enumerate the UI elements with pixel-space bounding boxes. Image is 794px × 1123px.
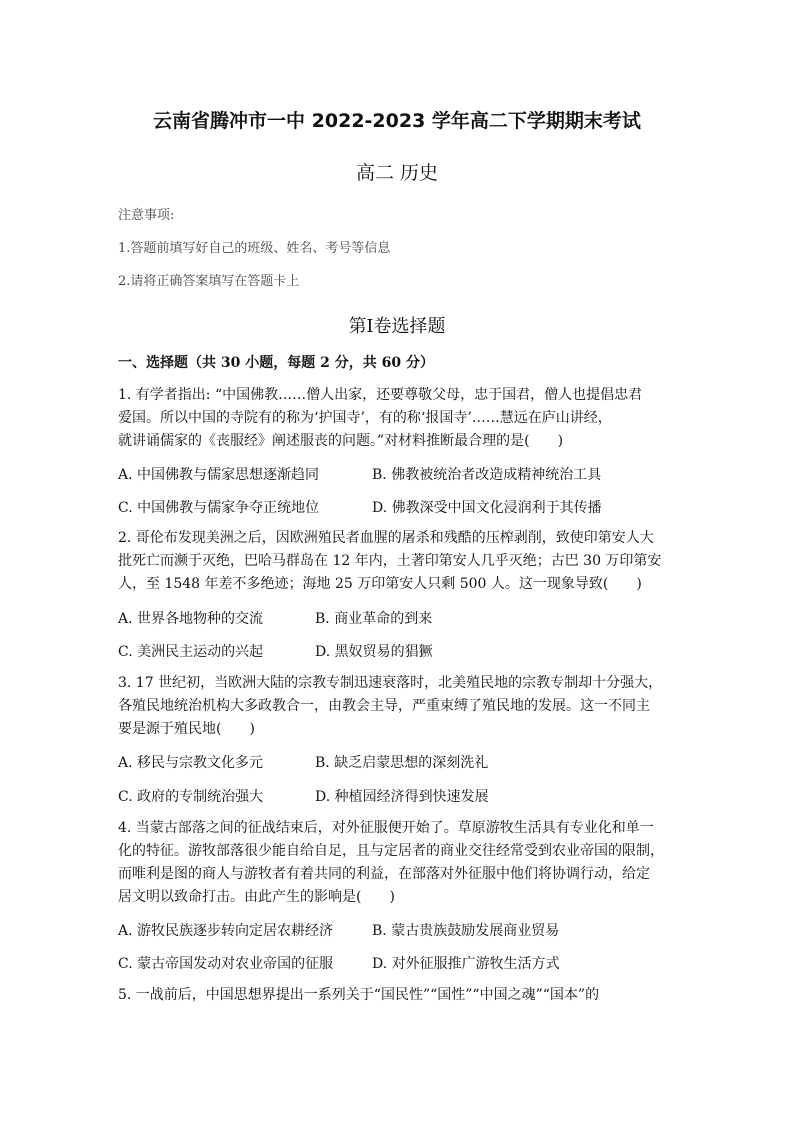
question-5 [118, 984, 678, 1007]
question-line: 人，至 1548 年差不多绝迹；海地 25 万印第安人只剩 500 人。这一现象导致( ) [118, 576, 642, 592]
option-d: D. 佛教深受中国文化浸润利于其传播 [372, 500, 602, 516]
option-d: D. 对外征服推广游牧生活方式 [372, 956, 560, 972]
question-line: 4. 当蒙古部落之间的征战结束后，对外征服便开始了。草原游牧生活具有专业化和单一 [118, 820, 654, 836]
question-line: 就讲诵儒家的《丧服经》阐述服丧的问题。”对材料推断最合理的是( ) [118, 433, 564, 449]
option-d: D. 种植园经济得到快速发展 [315, 789, 489, 805]
section-title: 第Ⅰ卷选择题 [348, 316, 446, 337]
question-line: 批死亡而濒于灭绝，巴哈马群岛在 12 年内，土著印第安人几乎灭绝；古巴 30 万印第安 [118, 553, 662, 569]
question-line: 要是源于殖民地( ) [118, 721, 255, 737]
option-a: A. 中国佛教与儒家思想逐渐趋同 [118, 467, 320, 483]
note-item: 2.请将正确答案填写在答题卡上 [118, 274, 300, 289]
option-c: C. 政府的专制统治强大 [118, 789, 264, 805]
question-line: 而唯利是图的商人与游牧者有着共同的利益，在部落对外征服中他们将协调行动，给定 [118, 866, 650, 882]
question-line: 居文明以致命打击。由此产生的影响是( ) [118, 889, 395, 905]
option-a: A. 世界各地物种的交流 [118, 611, 264, 627]
option-a: A. 移民与宗教文化多元 [118, 755, 264, 771]
option-b: B. 缺乏启蒙思想的深刻洗礼 [315, 755, 489, 771]
notes-heading: 注意事项: [118, 208, 175, 223]
option-b: B. 蒙古贵族鼓励发展商业贸易 [372, 923, 560, 939]
question-line: 各殖民地统治机构大多政教合一，由教会主导，严重束缚了殖民地的发展。这一不同主 [118, 698, 650, 714]
question-2 [118, 527, 678, 596]
question-line: 1. 有学者指出: “中国佛教……僧人出家，还要尊敬父母，忠于国君，僧人也提倡忠君 [118, 387, 643, 403]
note-item: 1.答题前填写好自己的班级、姓名、考号等信息 [118, 241, 391, 256]
question-3 [118, 672, 678, 741]
exam-title: 云南省腾冲市一中 2022-2023 学年高二下学期期末考试 [153, 110, 641, 132]
option-b: B. 佛教被统治者改造成精神统治工具 [372, 467, 602, 483]
exam-subject: 高二 历史 [355, 162, 439, 184]
option-c: C. 美洲民主运动的兴起 [118, 644, 264, 660]
question-line: 5. 一战前后，中国思想界提出一系列关于“国民性”“国性”“中国之魂”“国本”的 [118, 987, 600, 1003]
option-c: C. 蒙古帝国发动对农业帝国的征服 [118, 956, 334, 972]
question-line: 爱国。所以中国的寺院有的称为‘护国寺’，有的称‘报国寺’……慧远在庐山讲经， [118, 410, 612, 426]
option-a: A. 游牧民族逐步转向定居农耕经济 [118, 923, 334, 939]
option-b: B. 商业革命的到来 [315, 611, 433, 627]
option-d: D. 黑奴贸易的猖獗 [315, 644, 433, 660]
question-1 [118, 384, 678, 453]
question-4 [118, 817, 678, 909]
option-c: C. 中国佛教与儒家争夺正统地位 [118, 500, 320, 516]
question-line: 2. 哥伦布发现美洲之后，因欧洲殖民者血腥的屠杀和残酷的压榨剥削，致使印第安人大 [118, 530, 654, 546]
question-line: 3. 17 世纪初，当欧洲大陆的宗教专制迅速衰落时，北美殖民地的宗教专制却十分强大， [118, 675, 663, 691]
question-line: 化的特征。游牧部落很少能自给自足，且与定居者的商业交往经常受到农业帝国的限制， [118, 843, 664, 859]
part-title: 一、选择题（共 30 小题，每题 2 分，共 60 分） [118, 355, 434, 371]
